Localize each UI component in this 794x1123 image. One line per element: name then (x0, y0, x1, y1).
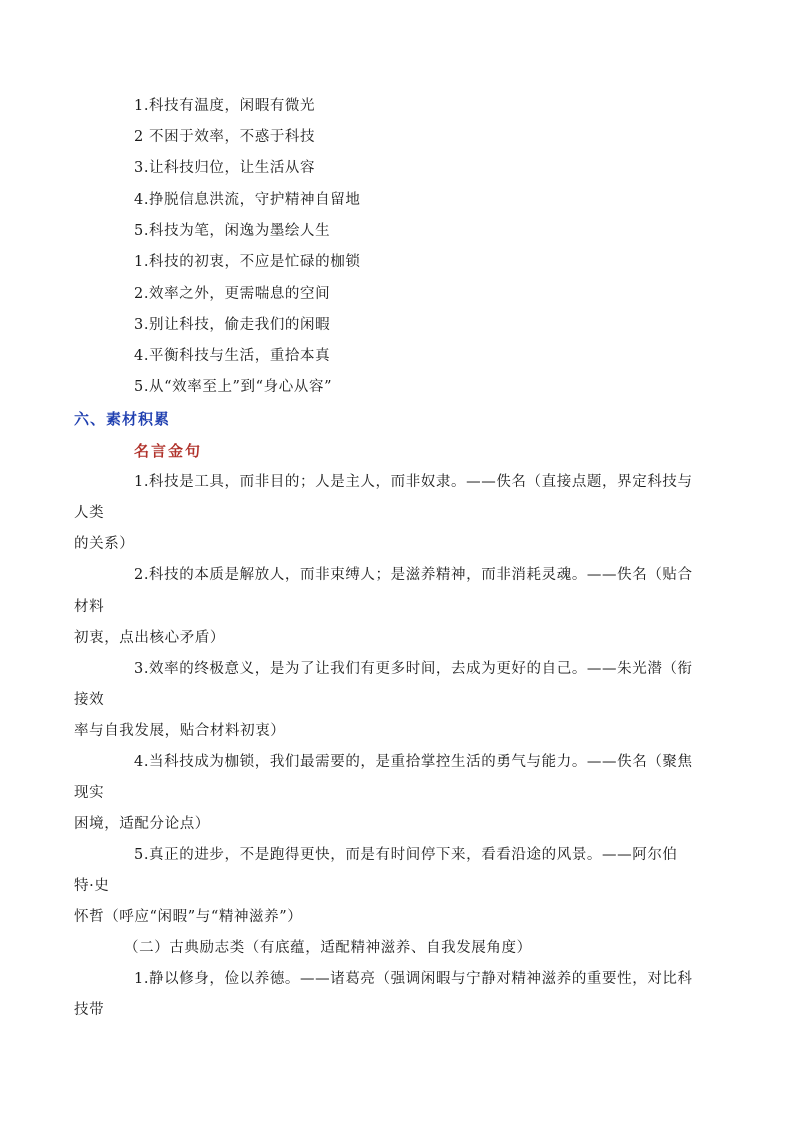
quote-2-line-2: 材料 (74, 599, 105, 615)
quote-2-line-3: 初衷，点出核心矛盾） (74, 630, 225, 646)
classical-heading: （二）古典励志类（有底蕴，适配精神滋养、自我发展角度） (124, 940, 532, 956)
quote-2-line-1: 2.科技的本质是解放人，而非束缚人；是滋养精神，而非消耗灵魂。——佚名（贴合 (134, 567, 693, 583)
title-item-8: 3.别让科技，偷走我们的闲暇 (134, 317, 331, 333)
title-item-9: 4.平衡科技与生活，重拾本真 (134, 348, 331, 364)
title-item-10: 5.从“效率至上”到“身心从容” (134, 379, 333, 395)
title-item-3: 3.让科技归位，让生活从容 (134, 160, 316, 176)
quote-5-line-1: 5.真正的进步，不是跑得更快，而是有时间停下来，看看沿途的风景。——阿尔伯 (134, 847, 678, 863)
section-subheading: 名言金句 (134, 442, 203, 460)
quote-1-line-2: 人类 (74, 505, 105, 521)
classical-quote-1-line-2: 技带 (74, 1002, 105, 1018)
quote-4-line-3: 困境，适配分论点） (74, 816, 210, 832)
classical-quote-1-line-1: 1.静以修身，俭以养德。——诸葛亮（强调闲暇与宁静对精神滋养的重要性，对比科 (134, 971, 693, 987)
title-item-4: 4.挣脱信息洪流，守护精神自留地 (134, 192, 361, 208)
title-item-6: 1.科技的初衷，不应是忙碌的枷锁 (134, 254, 361, 270)
title-item-2: 2 不困于效率，不惑于科技 (134, 129, 316, 145)
quote-3-line-3: 率与自我发展，贴合材料初衷） (74, 723, 286, 739)
title-item-1: 1.科技有温度，闲暇有微光 (134, 98, 316, 114)
quote-1-line-1: 1.科技是工具，而非目的；人是主人，而非奴隶。——佚名（直接点题，界定科技与 (134, 474, 693, 490)
title-item-5: 5.科技为笔，闲逸为墨绘人生 (134, 223, 331, 239)
quote-3-line-2: 接效 (74, 692, 105, 708)
quote-5-line-2: 特·史 (74, 878, 110, 894)
quote-1-line-3: 的关系） (74, 536, 135, 552)
quote-4-line-2: 现实 (74, 785, 105, 801)
quote-5-line-3: 怀哲（呼应“闲暇”与“精神滋养”） (74, 909, 303, 925)
quote-4-line-1: 4.当科技成为枷锁，我们最需要的，是重拾掌控生活的勇气与能力。——佚名（聚焦 (134, 754, 693, 770)
title-item-7: 2.效率之外，更需喘息的空间 (134, 286, 331, 302)
section-heading: 六、素材积累 (74, 410, 171, 428)
quote-3-line-1: 3.效率的终极意义，是为了让我们有更多时间，去成为更好的自己。——朱光潜（衔 (134, 661, 693, 677)
